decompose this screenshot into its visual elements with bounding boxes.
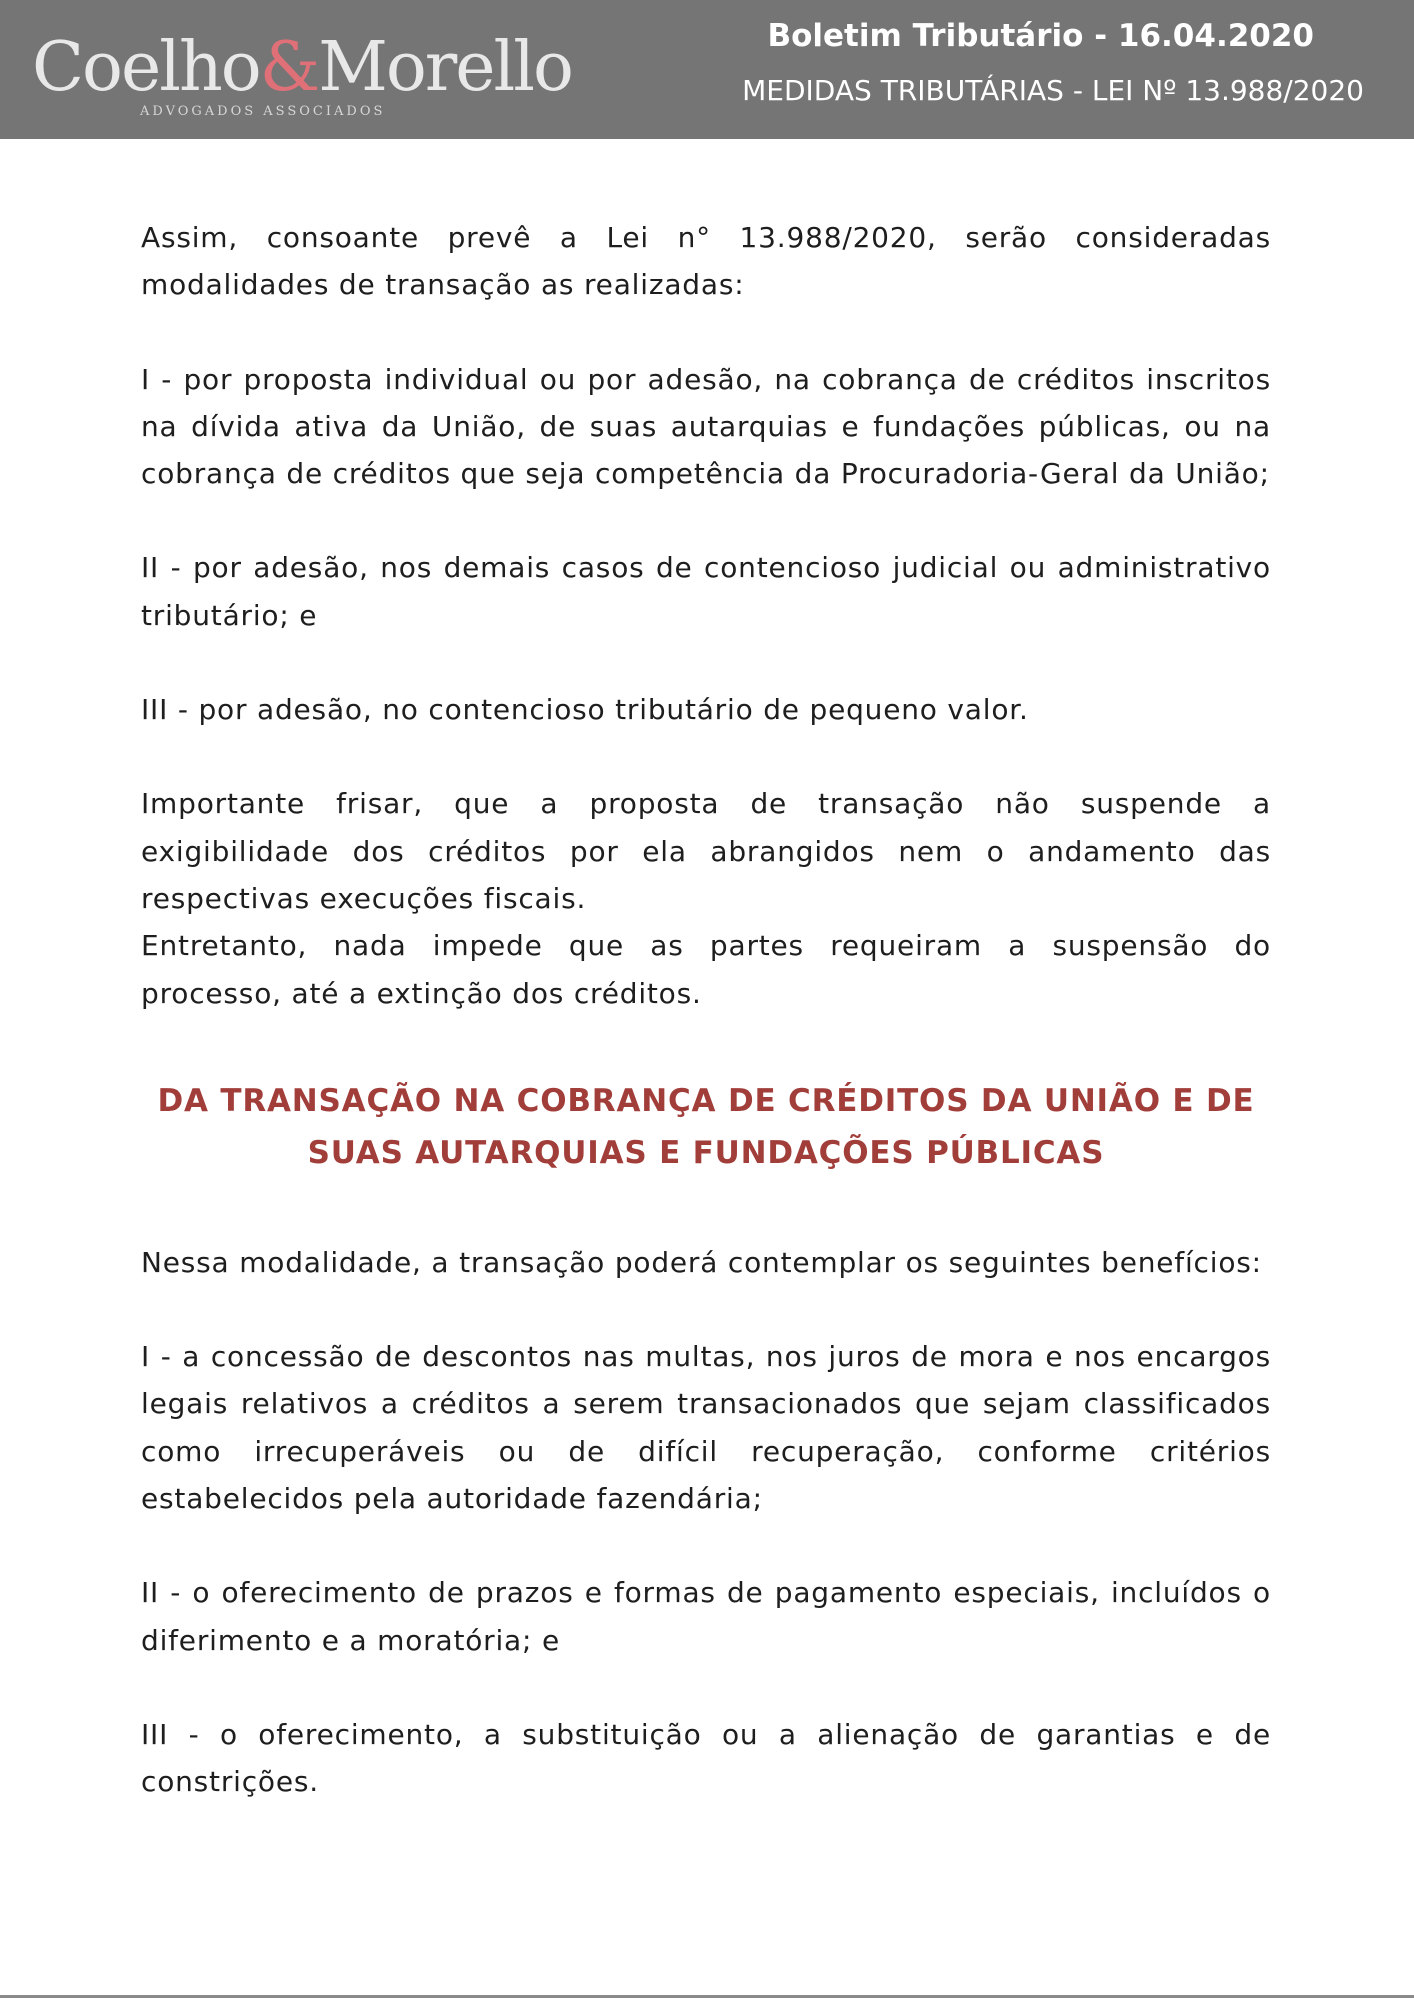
logo-suffix: Morello xyxy=(318,28,572,107)
paragraph-note-continued: Entretanto, nada impede que as partes requeiram a suspensão do processo, até a extinção dos créditos. xyxy=(141,929,1271,1010)
section-heading: DA TRANSAÇÃO NA COBRANÇA DE CRÉDITOS DA UNIÃO E DE SUAS AUTARQUIAS E FUNDAÇÕES PÚBLICAS xyxy=(157,1082,1255,1171)
firm-logo xyxy=(32,28,572,126)
logo-prefix: Coelho xyxy=(32,28,260,107)
paragraph-benefits-intro: Nessa modalidade, a transação poderá contemplar os seguintes benefícios: xyxy=(141,1245,1262,1279)
paragraph-item-2: II - por adesão, nos demais casos de contencioso judicial ou administrativo tributário; e xyxy=(141,551,1271,632)
paragraph-item-1: I - por proposta individual ou por adesão, na cobrança de créditos inscritos na dívida ativa da União, de suas autarquias e fundações públicas, ou na cobrança de créditos que seja competência da Procuradoria-Geral da União; xyxy=(141,362,1271,491)
document-body xyxy=(141,214,1271,1806)
paragraph-note: Importante frisar, que a proposta de transação não suspende a exigibilidade dos créditos por ela abrangidos nem o andamento das respectivas execuções fiscais. xyxy=(141,787,1271,915)
logo-subtitle: ADVOGADOS ASSOCIADOS xyxy=(140,104,386,119)
paragraph-intro: Assim, consoante prevê a Lei n° 13.988/2020, serão consideradas modalidades de transação as realizadas: xyxy=(141,221,1271,302)
logo-wordmark xyxy=(32,30,572,106)
bulletin-subtitle: MEDIDAS TRIBUTÁRIAS - LEI Nº 13.988/2020 xyxy=(742,74,1364,107)
paragraph-benefit-1: I - a concessão de descontos nas multas, nos juros de mora e nos encargos legais relativos a créditos a serem transacionados que sejam classificados como irrecuperáveis ou de difícil recuperação, conforme critérios estabelecidos pela autoridade fazendária; xyxy=(141,1340,1271,1516)
paragraph-item-3: III - por adesão, no contencioso tributário de pequeno valor. xyxy=(141,693,1029,727)
header-bar xyxy=(0,0,1414,139)
footer-divider xyxy=(0,1995,1414,1998)
bulletin-title: Boletim Tributário - 16.04.2020 xyxy=(767,18,1314,54)
logo-ampersand: & xyxy=(259,28,319,107)
paragraph-benefit-2: II - o oferecimento de prazos e formas de pagamento especiais, incluídos o diferimento e a moratória; e xyxy=(141,1576,1271,1657)
paragraph-benefit-3: III - o oferecimento, a substituição ou a alienação de garantias e de constrições. xyxy=(141,1717,1271,1799)
